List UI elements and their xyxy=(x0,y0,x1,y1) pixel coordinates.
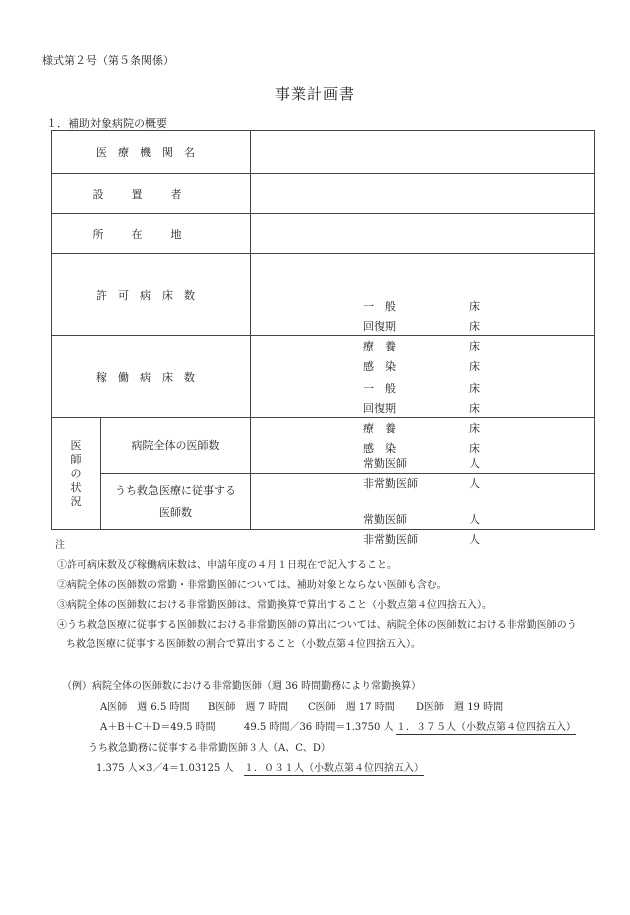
physician-status-char: 師 xyxy=(70,452,82,466)
bed-type-general: 一 般 xyxy=(363,381,396,395)
person-unit: 人 xyxy=(469,456,480,470)
founder-label: 設置者 xyxy=(52,174,251,214)
example-doctor: B医師 週 7 時間 xyxy=(208,702,289,713)
emergency-physicians-label xyxy=(101,474,251,530)
example-result-2: １．０３１人（小数点第４位四捨五入） xyxy=(244,759,424,776)
note-item: ②病院全体の医師数の常勤・非常勤医師については、補助対象とならない医師も含む。 xyxy=(57,580,447,591)
document-title: 事業計画書 xyxy=(274,85,355,103)
parttime-label: 非常勤医師 xyxy=(363,476,418,490)
form-number: 様式第２号（第５条関係） xyxy=(42,54,174,67)
example-calc: 1.375 人×3／4＝1.03125 人 xyxy=(96,763,234,774)
table-row xyxy=(52,174,595,214)
physician-status-char: 況 xyxy=(70,494,82,508)
bed-type-recovery: 回復期 xyxy=(363,319,396,333)
person-unit: 人 xyxy=(469,512,480,526)
licensed-beds-field[interactable] xyxy=(251,254,595,373)
table-row xyxy=(52,254,595,336)
physician-status-char: 医 xyxy=(70,438,82,452)
example-result-1: １．３７５人（小数点第４位四捨五入） xyxy=(396,718,576,735)
hospital-overview-table xyxy=(51,130,595,546)
operating-beds-label: 稼働病床数 xyxy=(52,336,251,418)
physician-status-label xyxy=(52,418,101,530)
notes-heading: 注 xyxy=(55,540,65,551)
note-item: ち救急医療に従事する医師数の割合で算出すること（小数点第４位四捨五入）。 xyxy=(66,639,421,650)
medical-institution-label: 医療機関名 xyxy=(52,131,251,174)
all-physicians-label: 病院全体の医師数 xyxy=(101,418,251,474)
bed-unit: 床 xyxy=(469,299,480,313)
example-doctor: C医師 週 17 時間 xyxy=(308,702,395,713)
note-item: ③病院全体の医師数における非常勤医師は、常勤換算で算出すること（小数点第４位四捨五入）。 xyxy=(57,600,492,611)
bed-unit: 床 xyxy=(469,421,480,435)
emergency-physicians-label-line2: 医師数 xyxy=(159,505,192,519)
bed-type-recovery: 回復期 xyxy=(363,401,396,415)
note-item: ④うち救急医療に従事する医師数における非常勤医師の算出については、病院全体の医師数における非常勤医師のう xyxy=(57,620,577,631)
emergency-physicians-label-line1: うち救急医療に従事する xyxy=(115,483,236,497)
bed-unit: 床 xyxy=(469,401,480,415)
example-doctor: D医師 週 19 時間 xyxy=(416,702,504,713)
physician-status-char: の xyxy=(70,466,82,480)
licensed-beds-label: 許可病床数 xyxy=(52,254,251,336)
fulltime-label: 常勤医師 xyxy=(363,456,407,470)
example-division: 49.5 時間／36 時間＝1.3750 人 xyxy=(244,722,394,733)
bed-type-general: 一 般 xyxy=(363,299,396,313)
example-heading: （例）病院全体の医師数における非常勤医師（週 36 時間勤務により常勤換算） xyxy=(62,681,422,692)
note-item: ①許可病床数及び稼働病床数は、申請年度の４月１日現在で記入すること。 xyxy=(57,560,397,571)
bed-type-infection: 感 染 xyxy=(363,359,396,373)
bed-unit: 床 xyxy=(469,381,480,395)
physician-status-char: 状 xyxy=(70,480,82,494)
location-field[interactable] xyxy=(251,214,595,254)
example-sum: A＋B＋C＋D＝49.5 時間 xyxy=(100,722,216,733)
location-label: 所在地 xyxy=(52,214,251,254)
parttime-label: 非常勤医師 xyxy=(363,532,418,546)
bed-unit: 床 xyxy=(469,339,480,353)
section-heading: １．補助対象病院の概要 xyxy=(46,117,167,130)
person-unit: 人 xyxy=(469,476,480,490)
table-row xyxy=(52,131,595,174)
bed-type-care: 療 養 xyxy=(363,421,396,435)
example-doctor: A医師 週 6.5 時間 xyxy=(100,702,190,713)
person-unit: 人 xyxy=(469,532,480,546)
example-emergency: うち救急勤務に従事する非常勤医師３人（A、C、D） xyxy=(88,743,331,754)
fulltime-label: 常勤医師 xyxy=(363,512,407,526)
bed-type-infection: 感 染 xyxy=(363,441,396,455)
bed-unit: 床 xyxy=(469,319,480,333)
founder-field[interactable] xyxy=(251,174,595,214)
medical-institution-field[interactable] xyxy=(251,131,595,174)
bed-unit: 床 xyxy=(469,359,480,373)
table-row xyxy=(52,214,595,254)
bed-type-care: 療 養 xyxy=(363,339,396,353)
bed-unit: 床 xyxy=(469,441,480,455)
